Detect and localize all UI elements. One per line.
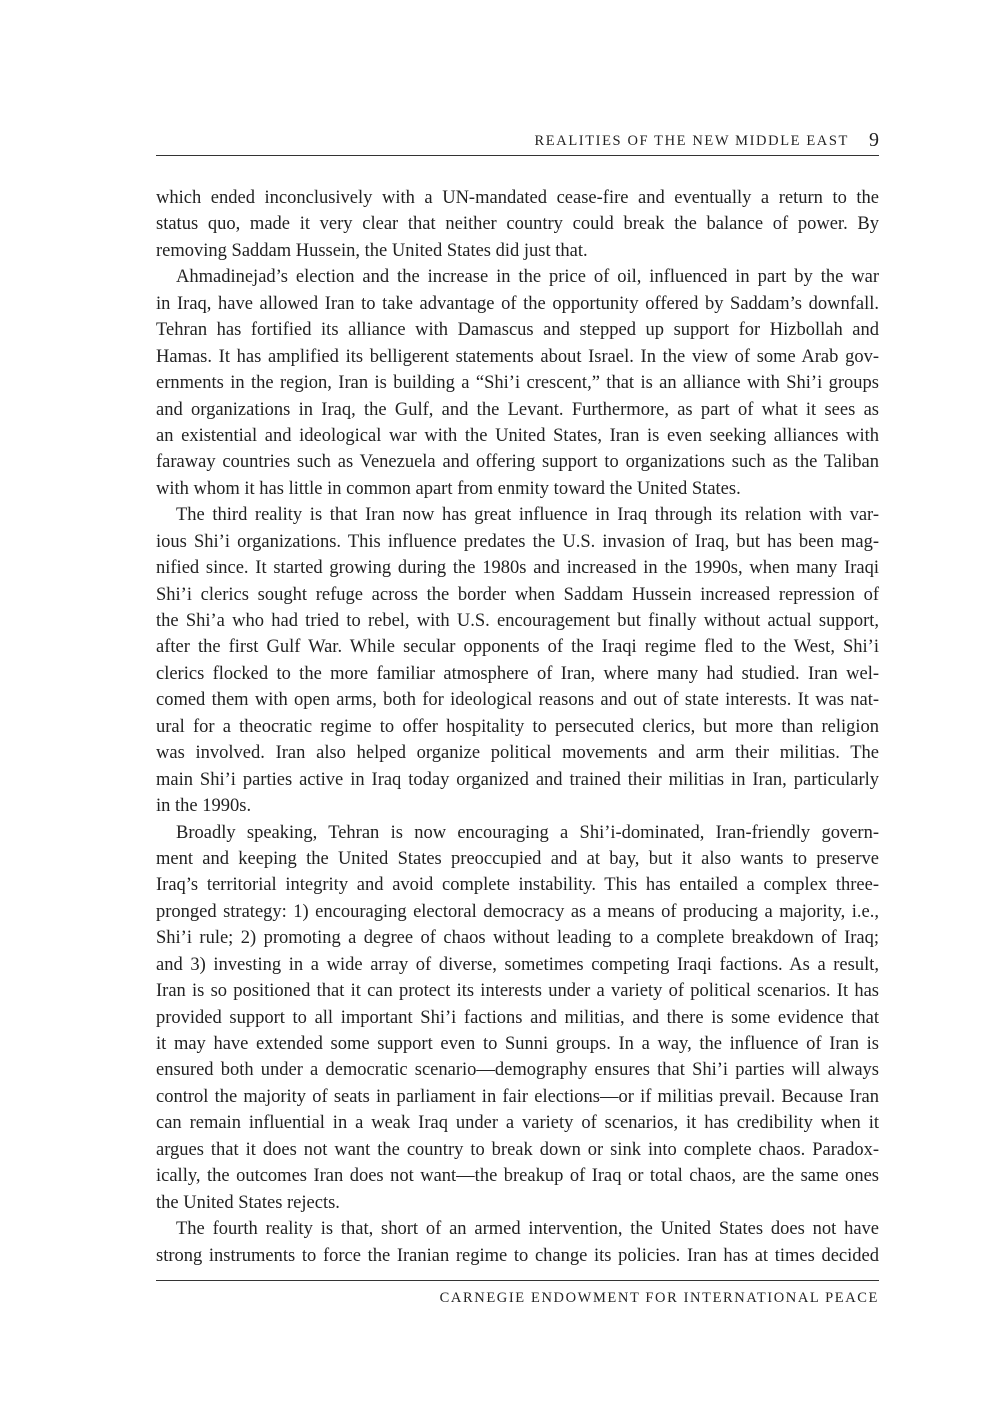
text-line: control the majority of seats in parliament in fair elections—or if militias prevail. Because Iran [156,1086,879,1107]
text-line: the United States rejects. [156,1192,340,1213]
text-line: can remain influential in a weak Iraq under a variety of scenarios, it has credibility when it [156,1113,879,1134]
text-line: and organizations in Iraq, the Gulf, and the Levant. Furthermore, as part of what it sees as [156,399,879,420]
text-line: main Shi’i parties active in Iraq today organized and trained their militias in Iran, particularly [156,769,879,790]
text-line: removing Saddam Hussein, the United States did just that. [156,240,588,261]
text-line: Hamas. It has amplified its belligerent statements about Israel. In the view of some Arab gov- [156,346,879,367]
publisher-name: CARNEGIE ENDOWMENT FOR INTERNATIONAL PEACE [439,1290,879,1306]
text-line: ural for a theocratic regime to offer hospitality to persecuted clerics, but more than religion [156,716,879,737]
running-header [156,128,879,152]
text-line: pronged strategy: 1) encouraging electoral democracy as a means of producing a majority, i.e., [156,901,879,922]
text-line: the Shi’a who had tried to rebel, with U.S. encouragement but finally without actual support, [156,611,879,631]
running-footer [156,1290,879,1307]
text-line: was involved. Iran also helped organize political movements and arm their militias. The [156,743,879,764]
text-line: with whom it has little in common apart from enmity toward the United States. [156,478,741,499]
text-line: comed them with open arms, both for ideological reasons and out of state interests. It was nat- [156,690,879,711]
text-line: clerics flocked to the more familiar atmosphere of Iran, where many had studied. Iran wel- [156,663,879,684]
text-line: ment and keeping the United States preoccupied and at bay, but it also wants to preserve [156,848,879,869]
text-line: The fourth reality is that, short of an armed intervention, the United States does not have [176,1219,879,1240]
running-title: REALITIES OF THE NEW MIDDLE EAST [534,133,849,149]
text-line: it may have extended some support even to Sunni groups. In a way, the influence of Iran is [156,1034,879,1054]
text-line: after the first Gulf War. While secular opponents of the Iraqi regime fled to the West, Shi’i [156,637,879,658]
text-line: Iran is so positioned that it can protect its interests under a variety of political scenarios. It has [156,981,879,1002]
footer-rule [156,1280,879,1281]
text-line: Tehran has fortified its alliance with Damascus and stepped up support for Hizbollah and [156,320,879,341]
text-line: Iraq’s territorial integrity and avoid complete instability. This has entailed a complex three- [156,875,879,896]
text-line: Shi’i rule; 2) promoting a degree of chaos without leading to a complete breakdown of Iraq; [156,928,879,949]
text-line: ious Shi’i organizations. This influence predates the U.S. invasion of Iraq, but has been mag- [156,531,879,552]
text-line: ically, the outcomes Iran does not want—the breakup of Iraq or total chaos, are the same ones [156,1166,879,1187]
header-rule [156,155,879,156]
text-line: ernments in the region, Iran is building a “Shi’i crescent,” that is an alliance with Shi’i groups [156,373,879,394]
text-line: status quo, made it very clear that neither country could break the balance of power. By [156,214,879,235]
text-line: faraway countries such as Venezuela and offering support to organizations such as the Taliban [156,452,879,473]
text-line: strong instruments to force the Iranian regime to change its policies. Iran has at times decided [156,1245,879,1266]
text-line: an existential and ideological war with the United States, Iran is even seeking alliances with [156,425,879,446]
text-line: Shi’i clerics sought refuge across the border when Saddam Hussein increased repression of [156,584,879,605]
text-line: nified since. It started growing during the 1980s and increased in the 1990s, when many Iraqi [156,558,879,579]
text-line: which ended inconclusively with a UN-mandated cease-fire and eventually a return to the [156,188,879,208]
text-line: Broadly speaking, Tehran is now encouraging a Shi’i-dominated, Iran-friendly govern- [176,822,879,843]
text-line: ensured both under a democratic scenario—demography ensures that Shi’i parties will always [156,1060,879,1081]
page-number: 9 [869,129,879,151]
text-line: and 3) investing in a wide array of diverse, sometimes competing Iraqi factions. As a result, [156,954,879,975]
body-text [156,185,879,1269]
text-line: in the 1990s. [156,796,252,817]
text-line: in Iraq, have allowed Iran to take advantage of the opportunity offered by Saddam’s downfall. [156,293,879,314]
text-line: argues that it does not want the country to break down or sink into complete chaos. Paradox- [156,1139,879,1160]
text-line: provided support to all important Shi’i factions and militias, and there is some evidence that [156,1007,879,1028]
text-line: Ahmadinejad’s election and the increase in the price of oil, influenced in part by the war [176,267,879,288]
text-line: The third reality is that Iran now has great influence in Iraq through its relation with var- [176,505,879,526]
